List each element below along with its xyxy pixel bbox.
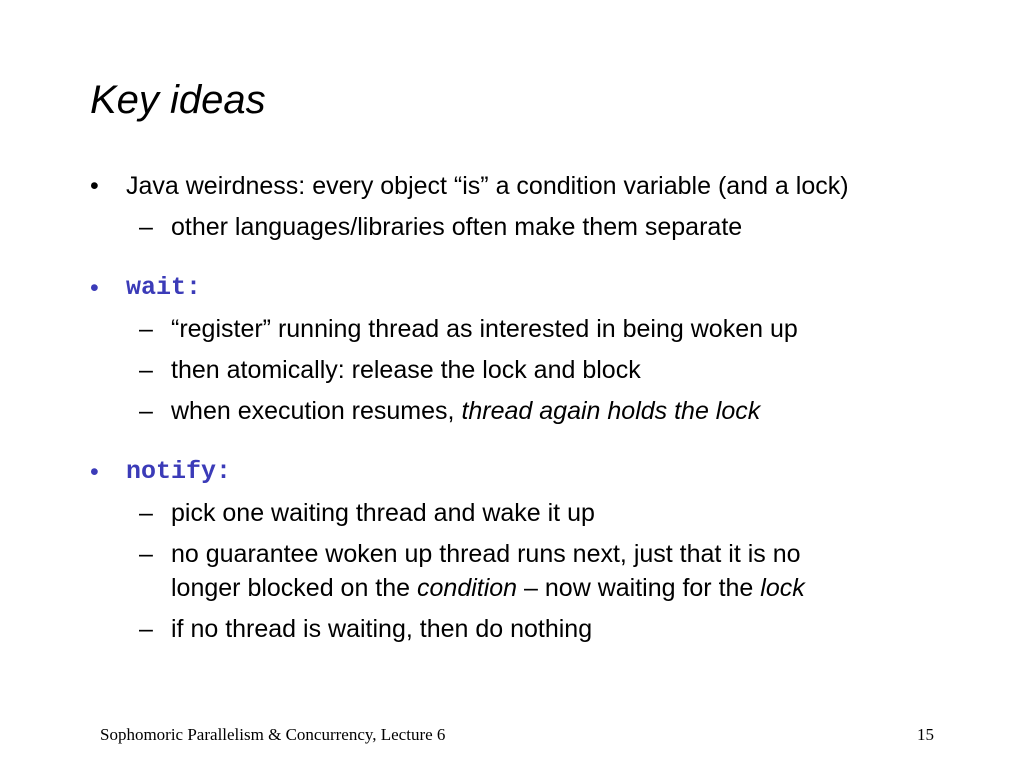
- sub-bullet-marker: –: [139, 397, 153, 425]
- bullet-marker: •: [90, 274, 99, 302]
- bullet-text: Java weirdness: every object “is” a condition variable (and a lock): [126, 172, 849, 200]
- sub-bullet-text: other languages/libraries often make them separate: [171, 213, 743, 241]
- notify-keyword: notify:: [126, 457, 232, 486]
- bullet-marker: •: [90, 458, 99, 486]
- sub-bullet-text-emphasis: condition: [417, 574, 518, 602]
- sub-bullet-marker: –: [139, 213, 153, 241]
- sub-bullet-text: no guarantee woken up thread runs next, just that it is no: [171, 540, 801, 568]
- sub-bullet-text: if no thread is waiting, then do nothing: [171, 615, 593, 643]
- sub-bullet-marker: –: [139, 315, 153, 343]
- sub-bullet-text: then atomically: release the lock and block: [171, 356, 641, 384]
- sub-bullet-text-emphasis: thread again holds the lock: [461, 397, 761, 425]
- sub-bullet-marker: –: [139, 499, 153, 527]
- sub-bullet-text-plain: – now waiting for the: [517, 574, 761, 602]
- sub-bullet-text-emphasis: lock: [760, 574, 805, 602]
- sub-bullet-text-plain: when execution resumes,: [171, 397, 462, 425]
- slide-title: Key ideas: [90, 78, 266, 122]
- slide-page-number: 15: [917, 725, 934, 744]
- sub-bullet-marker: –: [139, 540, 153, 568]
- bullet-marker: •: [90, 172, 99, 200]
- sub-bullet-text-plain: longer blocked on the: [171, 574, 418, 602]
- sub-bullet-text: “register” running thread as interested in being woken up: [171, 315, 798, 343]
- sub-bullet-text: pick one waiting thread and wake it up: [171, 499, 595, 527]
- sub-bullet-marker: –: [139, 615, 153, 643]
- sub-bullet-text-continuation: [171, 573, 805, 603]
- wait-keyword: wait:: [126, 273, 202, 302]
- footer-course-title: Sophomoric Parallelism & Concurrency, Lecture 6: [100, 725, 446, 744]
- sub-bullet-marker: –: [139, 356, 153, 384]
- sub-bullet-text: [171, 396, 760, 426]
